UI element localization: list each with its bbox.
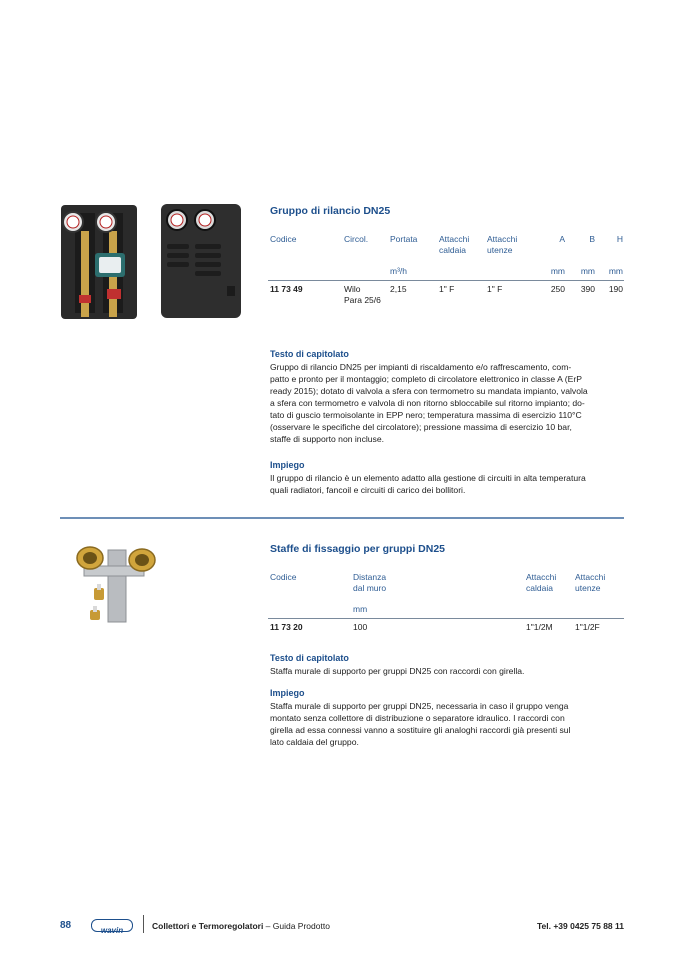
p2-row-attacchi-utenze: 1"1/2F bbox=[575, 622, 600, 632]
p1-impiego-heading: Impiego bbox=[270, 460, 305, 470]
p2-header-distanza: Distanza dal muro bbox=[353, 572, 387, 593]
wavin-logo bbox=[91, 919, 133, 935]
p1-header-portata: Portata bbox=[390, 234, 418, 244]
footer-doc-title-bold: Collettori e Termoregolatori bbox=[152, 921, 264, 931]
p2-row-attacchi-caldaia: 1"1/2M bbox=[526, 622, 553, 632]
p2-impiego-heading: Impiego bbox=[270, 688, 305, 698]
footer-divider bbox=[143, 915, 144, 933]
footer-phone: Tel. +39 0425 75 88 11 bbox=[536, 921, 624, 931]
section-separator bbox=[60, 517, 624, 519]
p2-row-codice: 11 73 20 bbox=[270, 622, 303, 632]
p1-header-a: A bbox=[559, 234, 565, 244]
p1-header-b: B bbox=[589, 234, 595, 244]
p2-table-rule bbox=[268, 618, 624, 619]
product1-title: Gruppo di rilancio DN25 bbox=[270, 205, 391, 217]
p1-unit-h: mm bbox=[608, 266, 623, 276]
page-number: 88 bbox=[60, 920, 72, 931]
p2-header-codice: Codice bbox=[270, 572, 297, 582]
p1-header-attacchi-utenze: Attacchi utenze bbox=[487, 234, 518, 255]
p2-row-distanza: 100 bbox=[353, 622, 368, 632]
p1-header-h: H bbox=[616, 234, 623, 244]
footer-doc-title bbox=[152, 921, 330, 931]
p1-header-codice: Codice bbox=[270, 234, 297, 244]
p1-table-rule bbox=[268, 280, 624, 281]
p1-header-attacchi-caldaia: Attacchi caldaia bbox=[439, 234, 470, 255]
p1-row-b: 390 bbox=[580, 284, 595, 294]
p2-capitolato-text: Staffa murale di supporto per gruppi DN25 con raccordi con girella. bbox=[270, 666, 525, 676]
p1-row-attacchi-caldaia: 1" F bbox=[439, 284, 455, 294]
p2-header-attacchi-utenze: Attacchi utenze bbox=[575, 572, 606, 593]
pump-group-insulated-image bbox=[155, 200, 245, 322]
p1-row-portata: 2,15 bbox=[390, 284, 407, 294]
p1-capitolato-text: Gruppo di rilancio DN25 per impianti di riscaldamento e/o raffrescamento, com- patto e pronto per il montaggio; completo di circolatore elettronico in classe A (ErP ready 2015); dotato di valvola a sfera con termometro su mandata impianto, valvola a sfera con termometro e valvola di non ritorno sbloccabile sul ritorno impianto; do- tato di guscio termoisolante in EPP nero; temperatura massima di esercizio 110°C (osservare le specifiche del circolatore); pressione massima di esercizio 10 bar, staffe di supporto non incluse. bbox=[270, 362, 588, 444]
p2-header-attacchi-caldaia: Attacchi caldaia bbox=[526, 572, 557, 593]
p1-unit-b: mm bbox=[580, 266, 595, 276]
wavin-logo-text: wavin bbox=[100, 926, 124, 935]
bracket-image bbox=[70, 538, 160, 630]
p2-impiego-text: Staffa murale di supporto per gruppi DN25, necessaria in caso il gruppo venga montato senza collettore di distribuzione o separatore idraulico. I raccordi con girella ad essa connessi vanno a sostituire gli analoghi raccordi già presenti sul lato caldaia del gruppo. bbox=[270, 701, 571, 747]
p1-row-circol: Wilo Para 25/6 bbox=[344, 284, 381, 305]
pump-group-open-image bbox=[55, 203, 140, 321]
p1-header-circol: Circol. bbox=[344, 234, 369, 244]
footer-doc-title-rest: – Guida Prodotto bbox=[263, 921, 330, 931]
p1-row-codice: 11 73 49 bbox=[270, 284, 303, 294]
p1-row-attacchi-utenze: 1" F bbox=[487, 284, 503, 294]
p2-unit-distanza: mm bbox=[353, 604, 368, 614]
p1-impiego-text: Il gruppo di rilancio è un elemento adatto alla gestione di circuiti in alta temperatura quali radiatori, fancoil e circuiti di carico dei bollitori. bbox=[270, 473, 586, 495]
product2-title: Staffe di fissaggio per gruppi DN25 bbox=[270, 543, 446, 555]
p1-unit-a: mm bbox=[550, 266, 565, 276]
p1-capitolato-heading: Testo di capitolato bbox=[270, 349, 349, 359]
p1-row-a: 250 bbox=[550, 284, 565, 294]
p1-row-h: 190 bbox=[608, 284, 623, 294]
p1-unit-portata: m³/h bbox=[390, 266, 407, 276]
p2-capitolato-heading: Testo di capitolato bbox=[270, 653, 349, 663]
